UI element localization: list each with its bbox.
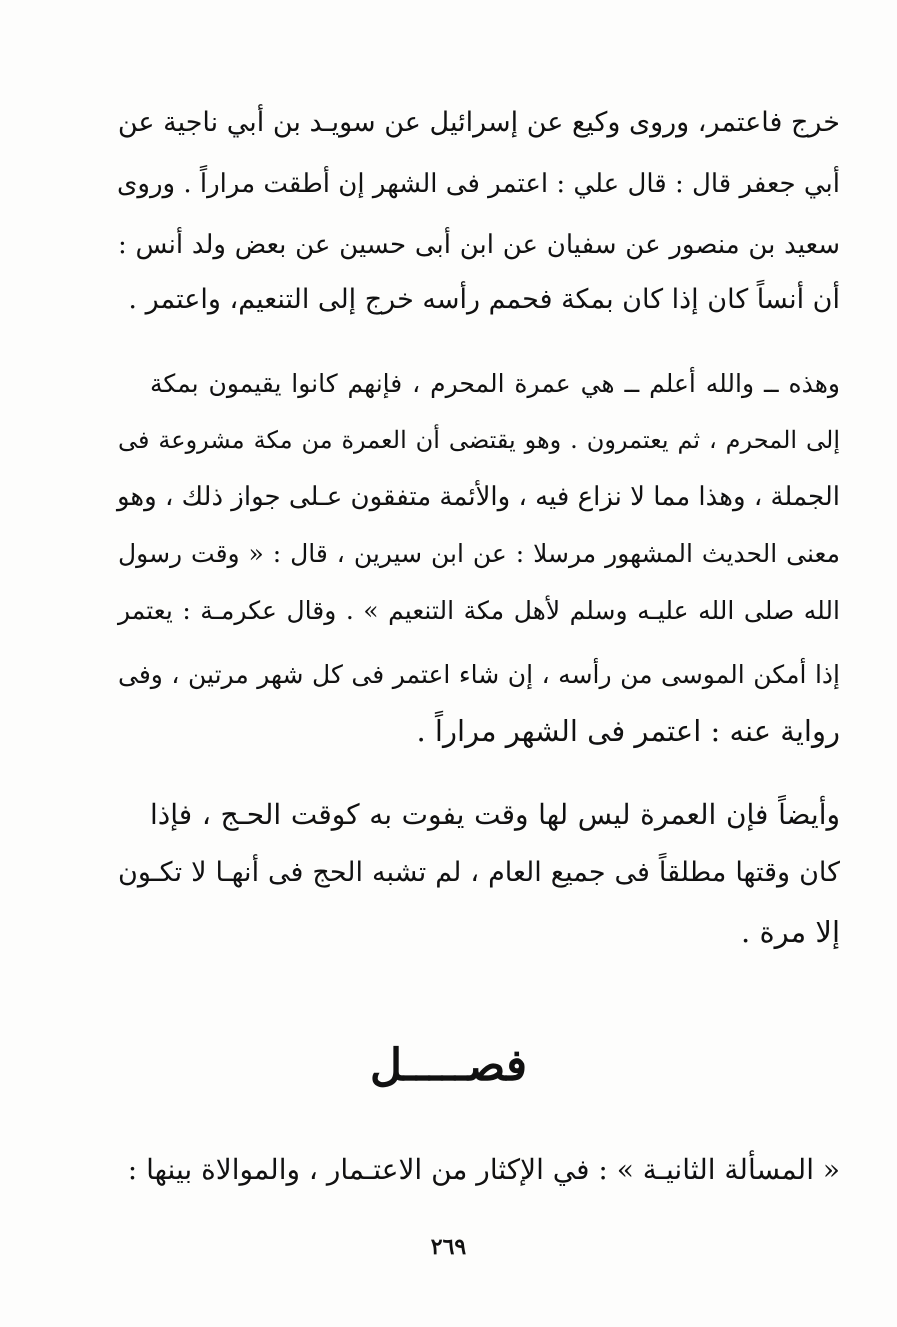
text-line: خرج فاعتمر، وروى وكيع عن إسرائيل عن سويـد بن أبي ناجية عن: [117, 107, 840, 138]
text-line: أبي جعفر قال : قال علي : اعتمر فى الشهر إن أطقت مراراً . وروى: [117, 169, 840, 199]
section-heading: فصـــــل: [370, 1040, 527, 1091]
text-line: وهذه ــ والله أعلم ــ هي عمرة المحرم ، فإنهم كانوا يقيمون بمكة: [150, 369, 840, 398]
text-line: أن أنساً كان إذا كان بمكة فحمم رأسه خرج إلى التنعيم، واعتمر .: [128, 284, 840, 315]
text-line: إلا مرة .: [741, 915, 840, 949]
text-line: سعيد بن منصور عن سفيان عن ابن أبى حسين عن بعض ولد أنس :: [118, 230, 840, 260]
text-line: كان وقتها مطلقاً فى جميع العام ، لم تشبه الحج فى أنهـا لا تكـون: [118, 857, 840, 888]
text-line: الله صلى الله عليـه وسلم لأهل مكة التنعيم » . وقال عكرمـة : يعتمر: [118, 596, 840, 625]
text-line: رواية عنه : اعتمر فى الشهر مراراً .: [416, 714, 840, 748]
text-line: وأيضاً فإن العمرة ليس لها وقت يفوت به كوقت الحـج ، فإذا: [150, 798, 840, 831]
text-line: معنى الحديث المشهور مرسلا : عن ابن سيرين ، قال : « وقت رسول: [118, 539, 840, 568]
question-line: « المسألة الثانيـة » : في الإكثار من الاعتـمار ، والموالاة بينها :: [127, 1153, 840, 1186]
page-number: ٢٦٩: [430, 1234, 467, 1260]
text-line: إذا أمكن الموسى من رأسه ، إن شاء اعتمر فى كل شهر مرتين ، وفى: [118, 660, 840, 689]
text-line: الجملة ، وهذا مما لا نزاع فيه ، والأئمة متفقون عـلى جواز ذلك ، وهو: [117, 482, 840, 512]
text-line: إلى المحرم ، ثم يعتمرون . وهو يقتضى أن العمرة من مكة مشروعة فى: [118, 426, 840, 454]
